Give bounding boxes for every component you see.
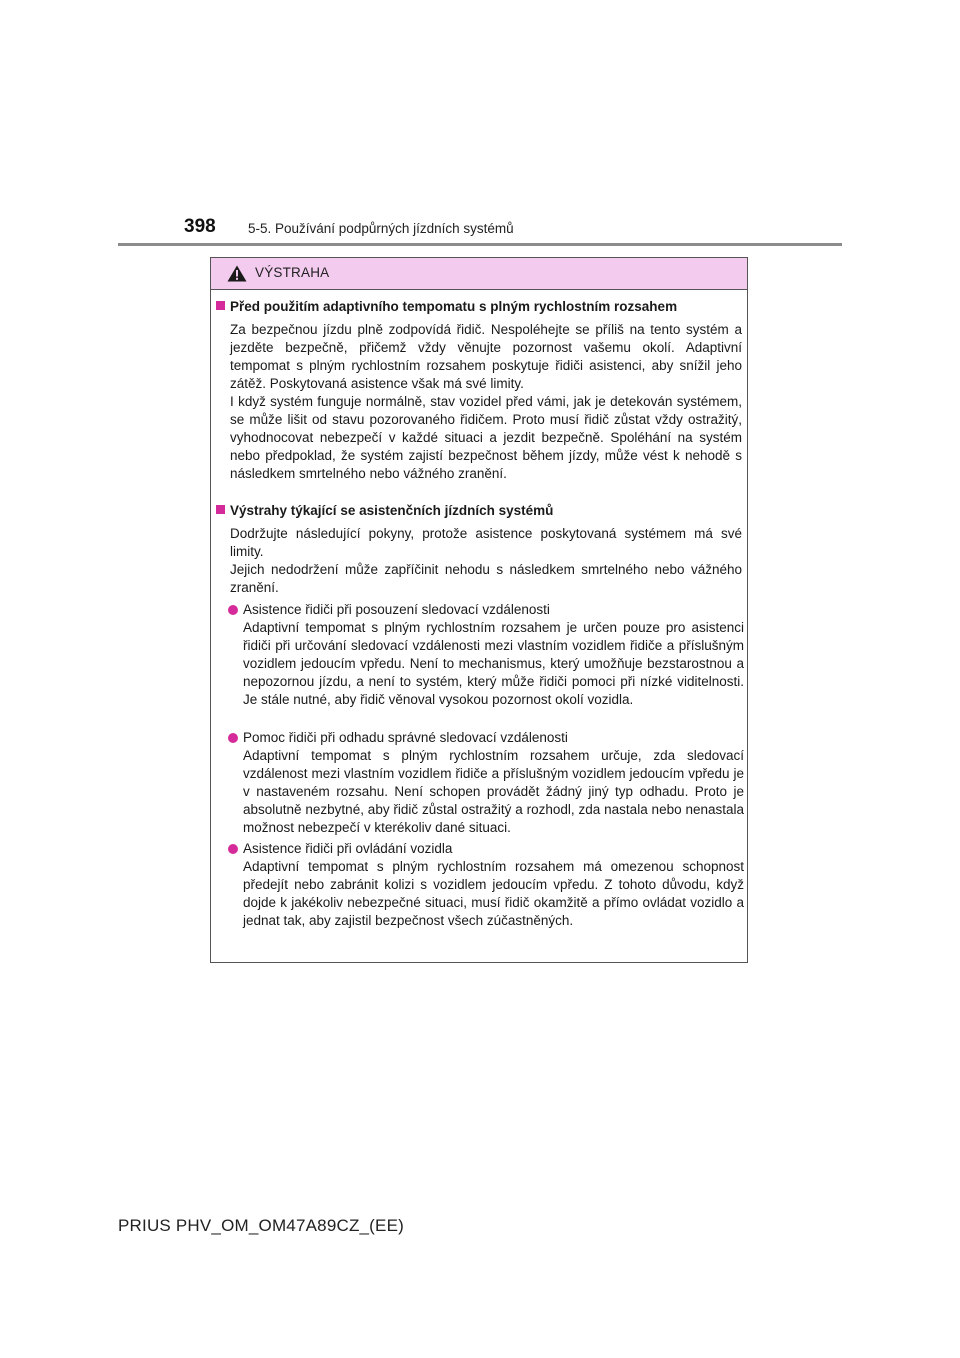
circle-bullet-icon [228,844,238,854]
bullet-title: Pomoc řidiči při odhadu správné sledovací vzdálenosti [243,730,568,745]
document-code: PRIUS PHV_OM_OM47A89CZ_(EE) [118,1216,404,1235]
warning-box [210,257,748,963]
square-bullet-icon [216,505,225,514]
header-divider [118,243,842,246]
section-heading: Výstrahy týkající se asistenčních jízdních systémů [216,503,553,518]
bullet-body: Adaptivní tempomat s plným rychlostním rozsahem má omezenou schopnost předejít nebo zabránit kolizi s vozidlem jedoucím vpředu. Z tohoto důvodu, když dojde k jakékoliv nebezpečné situaci, musí řidič okamžitě a přímo ovládat vozidlo a jednat tak, aby zajistil bezpečnost všech zúčastněných. [243,859,744,928]
page-header [184,218,844,242]
warning-header [211,258,747,290]
paragraph: Za bezpečnou jízdu plně zodpovídá řidič. Nespoléhejte se příliš na tento systém a jezděte bezpečně, přičemž vždy věnujte pozornost vašemu okolí. Adaptivní tempomat s plným rychlostním rozsahem poskytuje řidiči asistenci, aby snížil jeho zátěž. Poskytovaná asistence však má své limity. [230,322,742,391]
paragraph: Dodržujte následující pokyny, protože asistence poskytovaná systémem má své limity. [230,526,742,559]
section-heading: Před použitím adaptivního tempomatu s plným rychlostním rozsahem [216,299,677,314]
page-number: 398 [184,216,216,237]
paragraph: Jejich nedodržení může zapříčinit nehodu s následkem smrtelného nebo vážného zranění. [230,562,742,595]
warning-title: VÝSTRAHA [255,265,330,280]
paragraph: I když systém funguje normálně, stav vozidel před vámi, jak je detekován systémem, se může lišit od stavu pozorovaného řidičem. Proto musí řidič zůstat vždy ostražitý, vyhodnocovat nebezpečí v každé situaci a jezdit bezpečně. Spoléhání na systém nebo předpoklad, že systém zajistí bezpečnost během jízdy, může vést k nehodě s následkem smrtelného nebo vážného zranění. [230,394,742,481]
warning-triangle-icon [227,265,247,282]
bullet-title: Asistence řidiči při posouzení sledovací vzdálenosti [243,602,550,617]
bullet-title: Asistence řidiči při ovládání vozidla [243,841,453,856]
section-title: 5-5. Používání podpůrných jízdních systémů [248,221,514,236]
circle-bullet-icon [228,733,238,743]
bullet-body: Adaptivní tempomat s plným rychlostním rozsahem určuje, zda sledovací vzdálenost mezi vlastním vozidlem řidiče a příslušným vozidlem jedoucím vpředu je v nastaveném rozsahu. Není schopen provádět žádný jiný typ odhadu. Proto je absolutně nezbytné, aby řidič zůstal ostražitý a rozhodl, zda nastala nebo nenastala možnost nebezpečí v kterékoliv dané situaci. [243,748,744,835]
section-body [230,525,742,597]
circle-bullet-icon [228,605,238,615]
square-bullet-icon [216,301,225,310]
bullet-body: Adaptivní tempomat s plným rychlostním rozsahem je určen pouze pro asistenci řidiči při určování sledovací vzdálenosti mezi vlastním vozidlem řidiče a příslušným vozidlem jedoucím vpředu. Není to mechanismus, který umožňuje bezstarostnou a nepozornou jízdu, a není to systém, který může řidiči pomoci při nízké viditelnosti. Je stále nutné, aby řidič věnoval vysokou pozornost okolí vozidla. [243,620,744,707]
section-body [230,321,742,483]
